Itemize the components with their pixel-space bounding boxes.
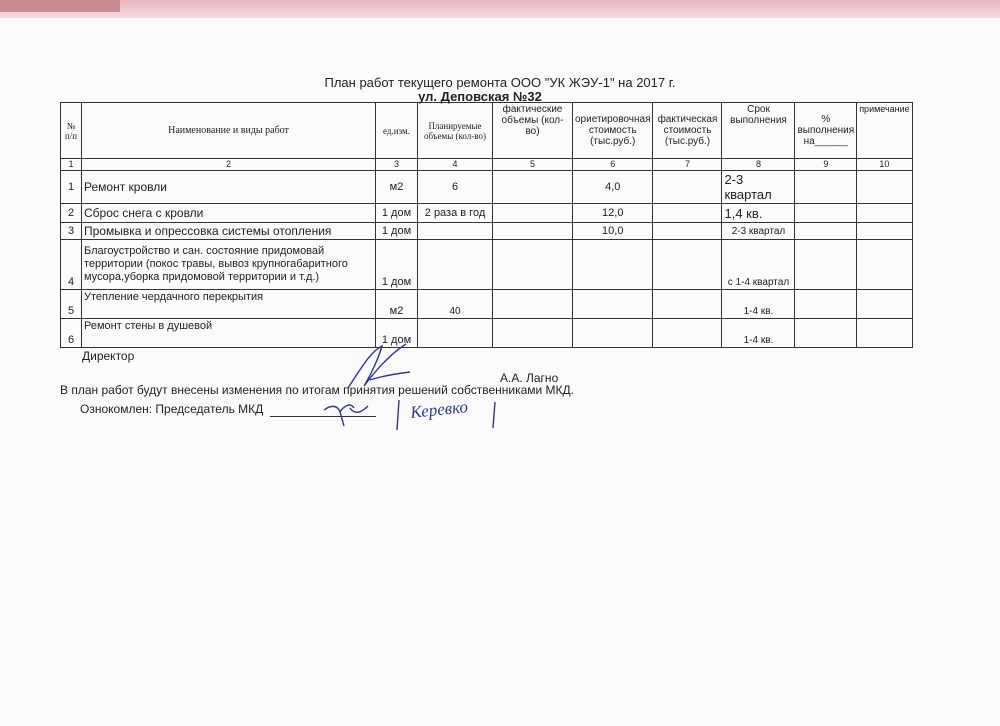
document-title: План работ текущего ремонта ООО "УК ЖЭУ-1" на 2017 г. <box>324 75 676 90</box>
row-act-cost <box>653 223 722 240</box>
table-row <box>61 240 913 290</box>
row-planned <box>418 223 493 240</box>
col-header-act-cost: фактическая стоимость (тыс.руб.) <box>653 103 722 159</box>
col-number: 2 <box>82 159 376 171</box>
row-name: Благоустройство и сан. состояние придомовай территории (покос травы, вывоз крупногабаритного мусора,уборка придомовой территории и т.д.) <box>82 240 376 290</box>
col-number: 9 <box>795 159 857 171</box>
col-number: 8 <box>722 159 795 171</box>
row-num: 1 <box>61 171 82 204</box>
row-note <box>857 319 913 348</box>
row-note <box>857 240 913 290</box>
acquainted-label: Ознокомлен: Председатель МКД <box>80 402 264 416</box>
document-address: ул. Деповская №32 <box>418 89 542 104</box>
scan-top-tab <box>0 0 120 12</box>
table-row <box>61 204 913 223</box>
row-note <box>857 223 913 240</box>
row-est-cost: 4,0 <box>573 171 653 204</box>
row-act-cost <box>653 204 722 223</box>
table-row <box>61 290 913 319</box>
row-term: 1-4 кв. <box>722 290 795 319</box>
row-est-cost <box>573 290 653 319</box>
row-unit: 1 дом <box>376 319 418 348</box>
col-number: 4 <box>418 159 493 171</box>
row-name: Утепление чердачного перекрытия <box>82 290 376 319</box>
row-est-cost <box>573 240 653 290</box>
row-percent <box>795 204 857 223</box>
row-term: 2-3 квартал <box>722 223 795 240</box>
row-name: Ремонт кровли <box>82 171 376 204</box>
row-actual <box>493 319 573 348</box>
row-act-cost <box>653 290 722 319</box>
column-number-row <box>61 159 913 171</box>
col-header-est-cost: ориетировочная стоимость (тыс.руб.) <box>573 103 653 159</box>
row-term: 1,4 кв. <box>722 204 795 223</box>
director-label: Директор <box>82 349 135 363</box>
scan-top-edge <box>0 0 1000 18</box>
row-term: 1-4 кв. <box>722 319 795 348</box>
row-name: Ремонт стены в душевой <box>82 319 376 348</box>
row-percent <box>795 319 857 348</box>
col-header-num: № п/п <box>61 103 82 159</box>
col-header-note: примечание <box>857 103 913 159</box>
row-percent <box>795 240 857 290</box>
row-num: 2 <box>61 204 82 223</box>
col-number: 1 <box>61 159 82 171</box>
row-est-cost: 10,0 <box>573 223 653 240</box>
row-actual <box>493 204 573 223</box>
col-number: 6 <box>573 159 653 171</box>
table-row <box>61 223 913 240</box>
row-unit: 1 дом <box>376 240 418 290</box>
row-planned: 6 <box>418 171 493 204</box>
table-row <box>61 319 913 348</box>
row-percent <box>795 290 857 319</box>
row-name: Промывка и опрессовка системы отопления <box>82 223 376 240</box>
row-term: 2-3 квартал <box>722 171 795 204</box>
row-act-cost <box>653 319 722 348</box>
director-signature <box>340 340 420 395</box>
row-unit: м2 <box>376 290 418 319</box>
plan-note: В план работ будут внесены изменения по итогам принятия решений собственниками МКД. <box>60 383 575 397</box>
row-act-cost <box>653 240 722 290</box>
row-actual <box>493 171 573 204</box>
row-percent <box>795 171 857 204</box>
row-note <box>857 204 913 223</box>
col-header-unit: ед.изм. <box>376 103 418 159</box>
row-num: 6 <box>61 319 82 348</box>
col-header-percent: % выполнения на______ <box>795 103 857 159</box>
row-actual <box>493 240 573 290</box>
col-number: 7 <box>653 159 722 171</box>
row-planned: 40 <box>418 290 493 319</box>
row-planned: 2 раза в год <box>418 204 493 223</box>
row-num: 4 <box>61 240 82 290</box>
col-number: 5 <box>493 159 573 171</box>
chairman-name-handwriting <box>395 396 505 432</box>
row-est-cost <box>573 319 653 348</box>
row-num: 3 <box>61 223 82 240</box>
row-note <box>857 171 913 204</box>
row-term: с 1-4 квартал <box>722 240 795 290</box>
row-planned <box>418 240 493 290</box>
works-table <box>60 102 913 348</box>
svg-text:Керевко: Керевко <box>409 397 469 422</box>
table-row <box>61 171 913 204</box>
row-note <box>857 290 913 319</box>
row-unit: м2 <box>376 171 418 204</box>
col-header-name: Наименование и виды работ <box>82 103 376 159</box>
col-header-planned: Планируемые объемы (кол-во) <box>418 103 493 159</box>
col-header-term: Срок выполнения <box>722 103 795 159</box>
row-name: Сброс снега с кровли <box>82 204 376 223</box>
row-unit: 1 дом <box>376 223 418 240</box>
row-planned <box>418 319 493 348</box>
col-number: 10 <box>857 159 913 171</box>
row-actual <box>493 223 573 240</box>
row-act-cost <box>653 171 722 204</box>
col-header-actual: фактические объемы (кол-во) <box>493 103 573 159</box>
col-number: 3 <box>376 159 418 171</box>
chairman-signature <box>320 396 380 432</box>
table-header-row <box>61 103 913 159</box>
row-percent <box>795 223 857 240</box>
director-name: А.А. Лагно <box>500 371 559 385</box>
row-unit: 1 дом <box>376 204 418 223</box>
row-actual <box>493 290 573 319</box>
row-num: 5 <box>61 290 82 319</box>
row-est-cost: 12,0 <box>573 204 653 223</box>
